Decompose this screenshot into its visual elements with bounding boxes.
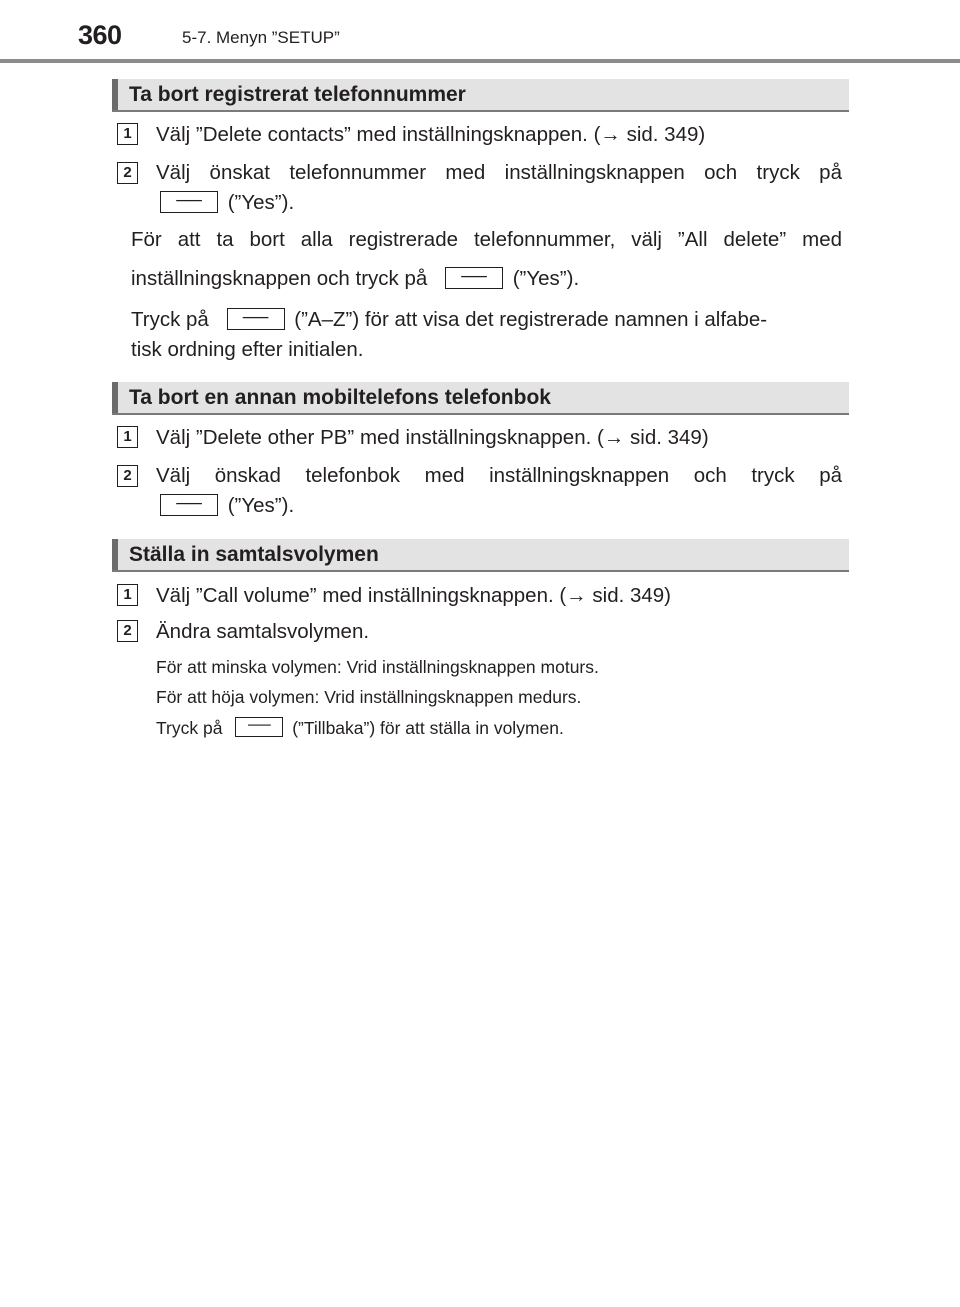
page-header — [0, 0, 960, 64]
note-text: inställningsknappen och tryck på ── (”Yes”). — [131, 265, 580, 290]
note-text: Tryck på ── (”A–Z”) för att visa det registrerade namnen i alfabe- — [131, 306, 768, 331]
step-number-badge: 2 — [117, 162, 138, 184]
note-text: tisk ordning efter initialen. — [131, 338, 364, 361]
section-heading-delete-number — [112, 79, 849, 112]
step-text: Ändra samtalsvolymen. — [156, 620, 370, 643]
page-number: 360 — [78, 20, 122, 50]
heading-bar — [112, 382, 118, 413]
step-number-badge: 2 — [117, 620, 138, 642]
step-number-badge: 1 — [117, 123, 138, 145]
step-text: Välj ”Delete contacts” med inställningsknappen. (→ sid. 349) — [156, 123, 706, 146]
step-number-badge: 2 — [117, 465, 138, 487]
section-heading-delete-phonebook — [112, 382, 849, 415]
header-rule — [0, 59, 960, 63]
note-text: För att ta bort alla registrerade telefonnummer, välj ”All delete” med — [131, 228, 842, 251]
step-text-continuation: ── (”Yes”). — [156, 190, 294, 216]
section-title: Ta bort en annan mobiltelefons telefonbok — [129, 386, 551, 409]
chapter-title: 5-7. Menyn ”SETUP” — [182, 28, 340, 47]
step-text-continuation: ── (”Yes”). — [156, 493, 294, 519]
note-text: För att höja volymen: Vrid inställningsknappen medurs. — [156, 687, 582, 707]
step-text: Välj ”Call volume” med inställningsknappen. (→ sid. 349) — [156, 584, 672, 607]
step-text: Välj önskat telefonnummer med inställningsknappen och tryck på — [156, 161, 842, 184]
heading-bar — [112, 79, 118, 110]
knob-button-icon: ── — [160, 494, 218, 516]
step-number-badge: 1 — [117, 584, 138, 606]
section-title: Ta bort registrerat telefonnummer — [129, 83, 466, 106]
section-heading-call-volume — [112, 539, 849, 572]
note-text: För att minska volymen: Vrid inställningsknappen moturs. — [156, 657, 599, 677]
heading-bar — [112, 539, 118, 570]
knob-button-icon: ── — [227, 308, 285, 330]
note-text: Tryck på ── (”Tillbaka”) för att ställa in volymen. — [156, 717, 564, 738]
section-title: Ställa in samtalsvolymen — [129, 543, 379, 566]
knob-button-icon: ── — [445, 267, 503, 289]
step-text: Välj ”Delete other PB” med inställningsknappen. (→ sid. 349) — [156, 426, 709, 449]
step-number-badge: 1 — [117, 426, 138, 448]
knob-button-icon: ── — [235, 717, 283, 737]
step-text: Välj önskad telefonbok med inställningsknappen och tryck på — [156, 464, 842, 487]
knob-button-icon: ── — [160, 191, 218, 213]
